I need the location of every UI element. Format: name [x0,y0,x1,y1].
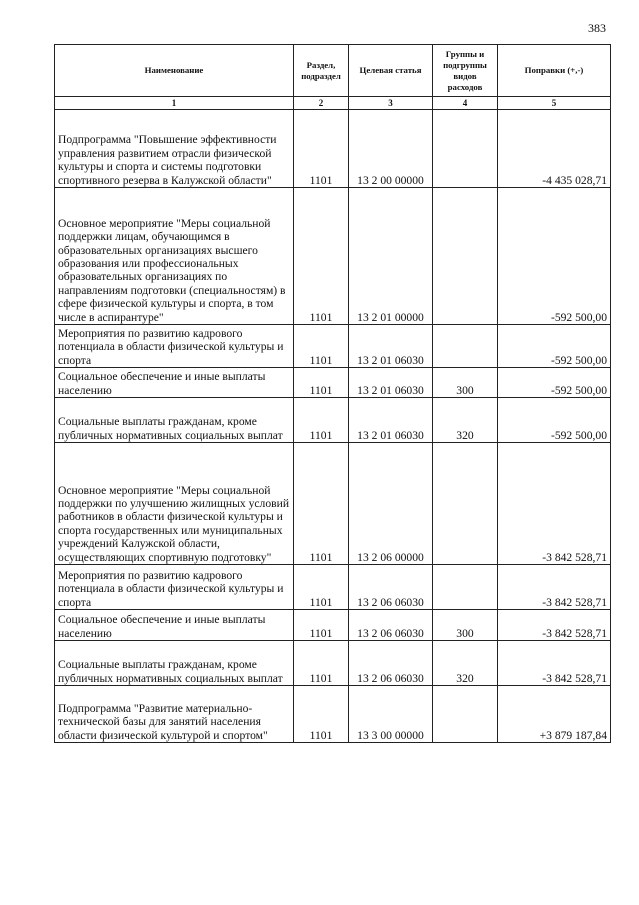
row-group [433,443,498,565]
row-name: Социальные выплаты гражданам, кроме публичных нормативных социальных выплат [55,641,294,686]
table-row [55,368,611,398]
row-name: Подпрограмма "Развитие материально-технической базы для занятий населения области физической культурой и спортом" [55,686,294,743]
row-article: 13 2 01 06030 [349,368,433,398]
table-row [55,443,611,565]
row-section: 1101 [294,368,349,398]
table-row [55,565,611,610]
header-section: Раздел, подраздел [294,45,349,97]
table-row [55,610,611,641]
row-section: 1101 [294,110,349,188]
budget-table [54,44,611,743]
row-name: Социальные выплаты гражданам, кроме публичных нормативных социальных выплат [55,398,294,443]
row-name: Социальное обеспечение и иные выплаты населению [55,368,294,398]
row-amount: -3 842 528,71 [498,565,611,610]
row-group [433,325,498,368]
row-article: 13 2 01 00000 [349,188,433,325]
column-number: 5 [498,97,611,110]
row-article: 13 2 01 06030 [349,398,433,443]
row-amount: -3 842 528,71 [498,641,611,686]
table-row [55,110,611,188]
row-group: 300 [433,368,498,398]
row-article: 13 2 06 06030 [349,565,433,610]
row-group: 320 [433,641,498,686]
row-amount: -3 842 528,71 [498,443,611,565]
row-amount: -592 500,00 [498,325,611,368]
row-name: Основное мероприятие "Меры социальной поддержки по улучшению жилищных условий работников в области физической культуры и спорта государственных или муниципальных учреждений Калужской области, осуществляющих спортивную подготовку" [55,443,294,565]
row-section: 1101 [294,398,349,443]
header-amendments: Поправки (+,-) [498,45,611,97]
header-article: Целевая статья [349,45,433,97]
row-article: 13 2 01 06030 [349,325,433,368]
row-section: 1101 [294,325,349,368]
row-group [433,686,498,743]
row-name: Подпрограмма "Повышение эффективности управления развитием отрасли физической культуры и спорта и системы подготовки спортивного резерва в Калужской области" [55,110,294,188]
row-group: 300 [433,610,498,641]
row-article: 13 2 06 06030 [349,641,433,686]
row-amount: +3 879 187,84 [498,686,611,743]
column-number-row [55,97,611,110]
header-groups: Группы и подгруппы видов расходов [433,45,498,97]
header-name: Наименование [55,45,294,97]
row-amount: -592 500,00 [498,188,611,325]
row-amount: -4 435 028,71 [498,110,611,188]
table-header-row [55,45,611,97]
row-amount: -592 500,00 [498,368,611,398]
row-group [433,188,498,325]
row-section: 1101 [294,641,349,686]
row-section: 1101 [294,443,349,565]
row-article: 13 2 06 06030 [349,610,433,641]
column-number: 2 [294,97,349,110]
page-number: 383 [588,21,606,35]
table-row [55,188,611,325]
row-section: 1101 [294,188,349,325]
row-name: Мероприятия по развитию кадрового потенциала в области физической культуры и спорта [55,565,294,610]
row-article: 13 2 06 00000 [349,443,433,565]
row-name: Мероприятия по развитию кадрового потенциала в области физической культуры и спорта [55,325,294,368]
row-name: Социальное обеспечение и иные выплаты населению [55,610,294,641]
row-group [433,565,498,610]
row-amount: -592 500,00 [498,398,611,443]
table-row [55,398,611,443]
row-name: Основное мероприятие "Меры социальной поддержки лицам, обучающимся в образовательных организациях высшего образования или профессиональных образовательных организациях по направлениям подготовки (специальностям) в сфере физической культуры и спорта, в том числе в аспирантуре" [55,188,294,325]
row-group: 320 [433,398,498,443]
row-article: 13 2 00 00000 [349,110,433,188]
row-section: 1101 [294,565,349,610]
table-row [55,641,611,686]
row-amount: -3 842 528,71 [498,610,611,641]
row-article: 13 3 00 00000 [349,686,433,743]
row-section: 1101 [294,686,349,743]
column-number: 4 [433,97,498,110]
table-row [55,325,611,368]
table-row [55,686,611,743]
column-number: 1 [55,97,294,110]
row-section: 1101 [294,610,349,641]
column-number: 3 [349,97,433,110]
row-group [433,110,498,188]
